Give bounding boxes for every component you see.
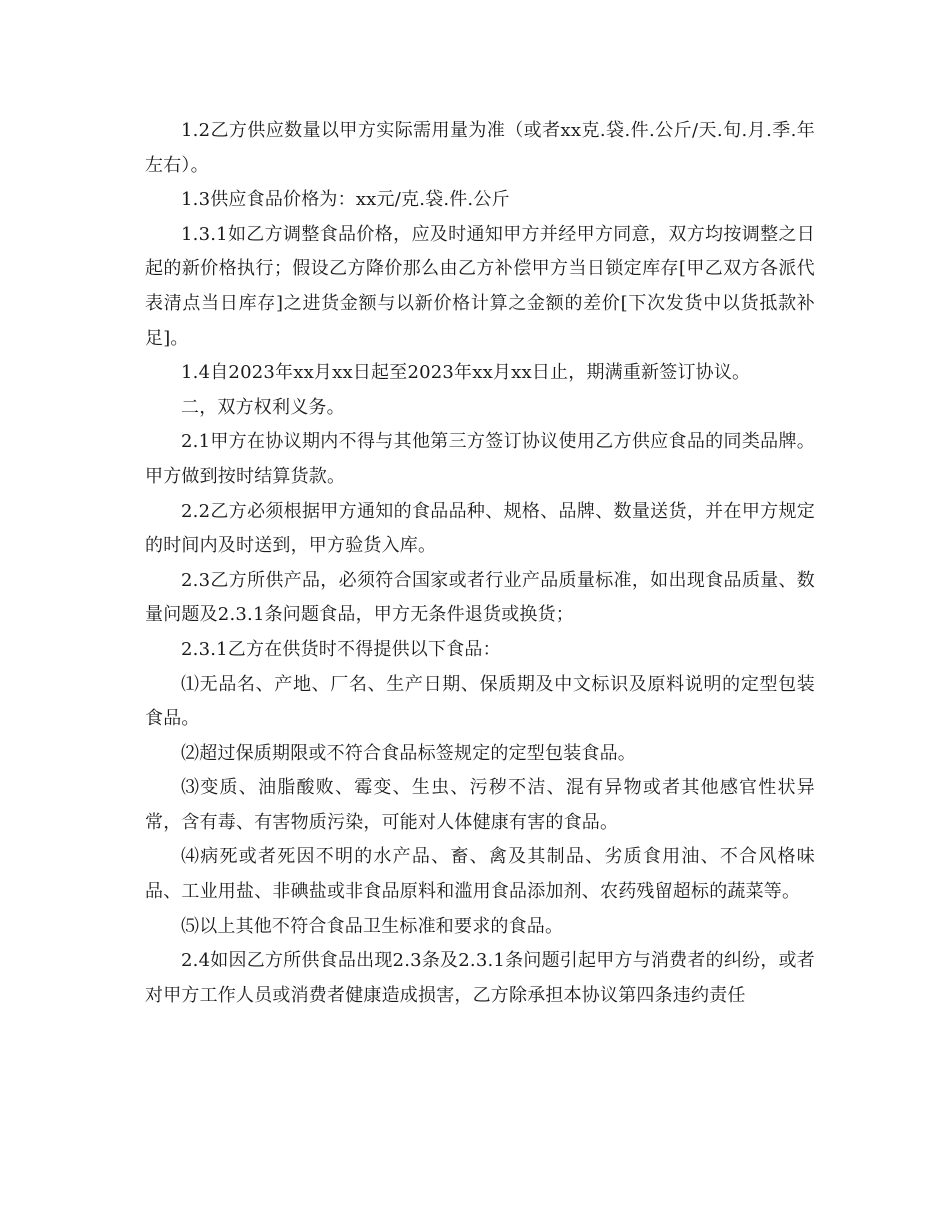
paragraph-1-3-1-price-adjustment: 1.3.1如乙方调整食品价格，应及时通知甲方并经甲方同意，双方均按调整之日起的新价格执行；假设乙方降价那么由乙方补偿甲方当日锁定库存[甲乙双方各派代表清点当日库存]之进货金额与以新价格计算之金额的差价[下次发货中以货抵款补足]。 [145, 223, 815, 349]
section-heading-rights-obligations: 二，双方权利义务。 [181, 396, 345, 418]
paragraph-1-3-price: 1.3供应食品价格为：xx元/克.袋.件.公斤 [181, 189, 510, 211]
paragraph-2-2: 2.2乙方必须根据甲方通知的食品品种、规格、品牌、数量送货，并在甲方规定的时间内及时送到，甲方验货入库。 [145, 500, 815, 557]
paragraph-2-3: 2.3乙方所供产品，必须符合国家或者行业产品质量标准，如出现食品质量、数量问题及2.3.1条问题食品，甲方无条件退货或换货； [145, 569, 815, 626]
paragraph-1-4-term: 1.4自2023年xx月xx日起至2023年xx月xx日止，期满重新签订协议。 [181, 362, 751, 384]
paragraph-2-3-1: 2.3.1乙方在供货时不得提供以下食品： [181, 638, 501, 660]
list-item-4: ⑷病死或者死因不明的水产品、畜、禽及其制品、劣质食用油、不合风格味品、工业用盐、非碘盐或非食品原料和滥用食品添加剂、农药残留超标的蔬菜等。 [145, 846, 815, 903]
paragraph-2-1: 2.1甲方在协议期内不得与其他第三方签订协议使用乙方供应食品的同类品牌。甲方做到按时结算货款。 [145, 431, 815, 487]
list-item-3: ⑶变质、油脂酸败、霉变、生虫、污秽不洁、混有异物或者其他感官性状异常，含有毒、有害物质污染，可能对人体健康有害的食品。 [145, 777, 815, 833]
paragraph-1-2-supply-quantity: 1.2乙方供应数量以甲方实际需用量为准（或者xx克.袋.件.公斤/天.旬.月.季.年左右）。 [145, 120, 815, 176]
list-item-1: ⑴无品名、产地、厂名、生产日期、保质期及中文标识及原料说明的定型包装食品。 [145, 673, 815, 730]
list-item-2: ⑵超过保质期限或不符合食品标签规定的定型包装食品。 [181, 742, 636, 764]
list-item-5: ⑸以上其他不符合食品卫生标准和要求的食品。 [181, 915, 564, 937]
document-body [145, 114, 815, 1013]
paragraph-2-4: 2.4如因乙方所供食品出现2.3条及2.3.1条问题引起甲方与消费者的纠纷，或者对甲方工作人员或消费者健康造成损害，乙方除承担本协议第四条违约责任 [145, 950, 815, 1006]
